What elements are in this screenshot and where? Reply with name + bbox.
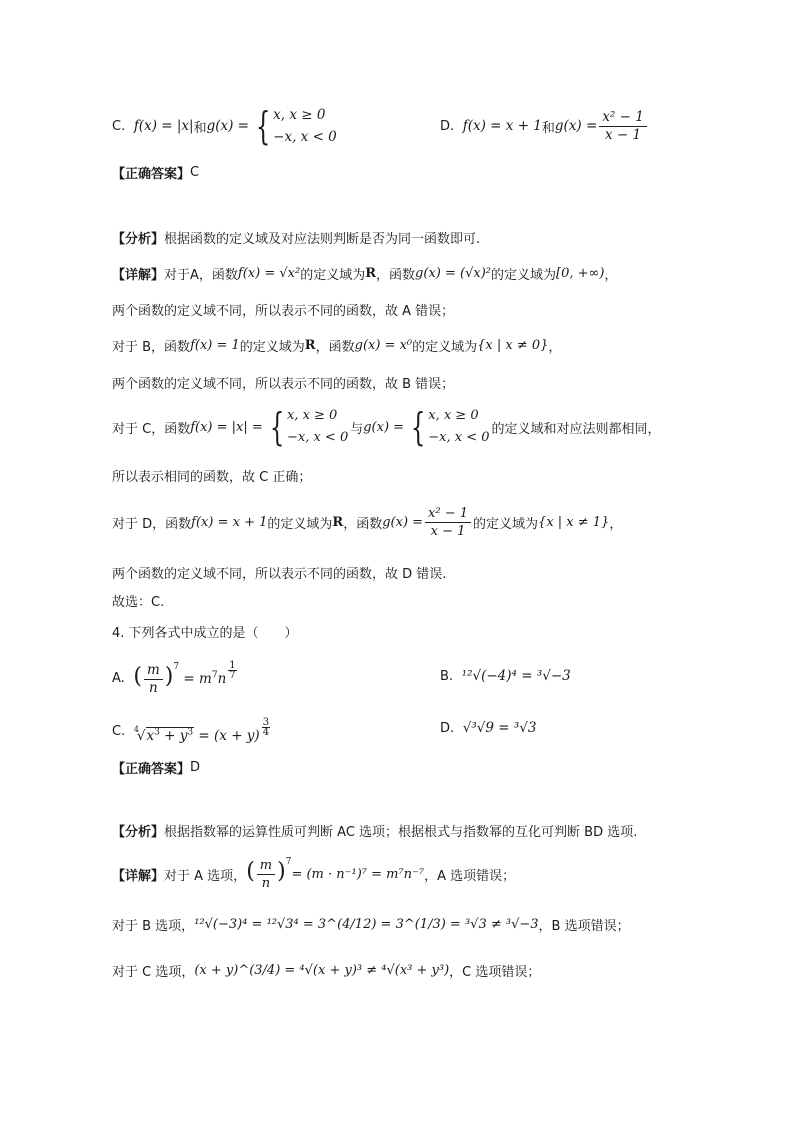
- q4-option-b: [440, 668, 571, 684]
- case-2: −x, x < 0: [428, 430, 490, 445]
- case-2: −x, x < 0: [273, 129, 337, 145]
- q3-line-d-end: 两个函数的定义域不同，所以表示不同的函数，故 D 错误.: [112, 567, 447, 582]
- option-letter: D.: [440, 720, 455, 736]
- set-r: R: [332, 514, 344, 530]
- numerator: x² − 1: [425, 506, 471, 523]
- option-a-math: ( $\frac{m}{n}$ )$^7 = m^7n$ $^{\frac{1}{7}}$: [133, 659, 236, 696]
- domain: [0, +∞): [556, 265, 605, 281]
- piecewise-brace: { x, x ≥ 0 −x, x < 0: [269, 405, 349, 449]
- q3-detail-a: [112, 260, 617, 286]
- math-f: f(x) = x + 1: [191, 514, 268, 530]
- detail-tag: 【详解】: [112, 267, 165, 283]
- q4-detail-c: [112, 956, 540, 984]
- text: ，函数: [343, 516, 383, 532]
- q3-analysis: [112, 228, 480, 247]
- text: 对于 B 选项，: [112, 918, 195, 934]
- text: 的定义域为: [490, 267, 556, 283]
- domain: {x | x ≠ 0}: [477, 337, 549, 353]
- case-1: x, x ≥ 0: [273, 107, 326, 123]
- q3-option-c: [112, 104, 339, 148]
- q3-detail-d: [112, 502, 622, 542]
- text: ，: [609, 516, 623, 532]
- q4-option-a: [112, 656, 239, 700]
- and-text: 和: [193, 120, 207, 136]
- text: 的定义域为: [473, 516, 539, 532]
- option-d-math: √³√9 = ³√3: [462, 720, 537, 736]
- piecewise-brace: { x, x ≥ 0 −x, x < 0: [410, 405, 490, 449]
- option-c-math: $^4√x^3 + y^3 = (x + y)$ $^{\frac{3}{4}}$: [133, 717, 270, 744]
- detail-tag: 【详解】: [112, 868, 165, 884]
- detail-a-math: ( $\frac{m}{n}$ )$^7$: [246, 857, 292, 891]
- analysis-text: 根据函数的定义域及对应法则判断是否为同一函数即可.: [164, 232, 481, 247]
- q3-line-a-end: 两个函数的定义域不同，所以表示不同的函数，故 A 错误；: [112, 304, 455, 319]
- math-g: g(x) =: [363, 419, 405, 435]
- set-r: R: [365, 265, 377, 281]
- set-r: R: [304, 337, 316, 353]
- analysis-text: 根据指数幂的运算性质可判断 AC 选项；根据根式与指数幂的互化可判断 BD 选项.: [164, 825, 638, 840]
- domain: {x | x ≠ 1}: [538, 514, 610, 530]
- q4-option-d: [440, 720, 536, 736]
- math-f: f(x) = 1: [190, 337, 240, 353]
- q3-line-c-end: 所以表示相同的函数，故 C 正确；: [112, 470, 312, 485]
- answer-tag: 【正确答案】: [112, 167, 191, 182]
- text: ，函数: [315, 339, 355, 355]
- q4-detail-b: [112, 910, 630, 938]
- answer-value: D: [190, 760, 201, 775]
- option-letter: C.: [112, 118, 126, 134]
- option-letter: A.: [112, 670, 125, 686]
- text: ，: [548, 339, 562, 355]
- text: 对于 C 选项，: [112, 964, 195, 980]
- detail-b-math: ¹²√(−3)⁴ = ¹²√3⁴ = 3^(4/12) = 3^(1/3) = ³√3 ≠ ³√−3: [194, 916, 539, 932]
- text: 对于 C，函数: [112, 421, 191, 437]
- math-g: g(x) = x⁰: [354, 337, 413, 353]
- q3-option-d: [440, 106, 649, 146]
- and-text: 和: [541, 120, 555, 136]
- q4-detail-a: [112, 852, 515, 896]
- option-d-f: f(x) = x + 1: [462, 118, 542, 134]
- q3-line-b-end: 两个函数的定义域不同，所以表示不同的函数，故 B 错误；: [112, 377, 455, 392]
- option-b-math: ¹²√(−4)⁴ = ³√−3: [461, 668, 571, 684]
- text: ，函数: [376, 267, 416, 283]
- option-letter: D.: [440, 118, 455, 134]
- fraction: [425, 506, 471, 539]
- answer-value: C: [190, 165, 200, 180]
- math-g: g(x) = (√x)²: [415, 265, 491, 281]
- q3-detail-c: [112, 404, 661, 450]
- numerator: x² − 1: [599, 110, 647, 127]
- text: 的定义域为: [239, 339, 305, 355]
- text: 的定义域为: [412, 339, 478, 355]
- q4-answer: [112, 758, 200, 777]
- text: 的定义域为: [267, 516, 333, 532]
- math-f: f(x) = |x| =: [190, 419, 263, 435]
- math-g: g(x) =: [382, 514, 424, 530]
- text: 的定义域为: [300, 267, 366, 283]
- detail-c-math: (x + y)^(3/4) = ⁴√(x + y)³ ≠ ⁴√(x³ + y³): [194, 962, 450, 978]
- denominator: x − 1: [430, 523, 466, 539]
- text: ，: [604, 267, 618, 283]
- text: 对于 B，函数: [112, 339, 191, 355]
- denominator: x − 1: [605, 126, 642, 143]
- option-d-g: g(x) =: [554, 118, 598, 134]
- fraction: [599, 110, 647, 143]
- text: ，B 选项错误；: [538, 918, 630, 934]
- analysis-tag: 【分析】: [112, 232, 165, 247]
- text: 对于 D，函数: [112, 516, 192, 532]
- q4-option-c: [112, 716, 272, 746]
- analysis-tag: 【分析】: [112, 825, 165, 840]
- text: 对于 A 选项，: [164, 868, 247, 884]
- option-c-g: g(x) =: [206, 118, 249, 134]
- text: 与: [350, 421, 364, 437]
- piecewise-brace: { x, x ≥ 0 −x, x < 0: [255, 104, 337, 148]
- text: ，C 选项错误；: [449, 964, 541, 980]
- q3-answer: [112, 163, 199, 182]
- case-2: −x, x < 0: [286, 430, 349, 445]
- text: 对于A，函数: [164, 267, 238, 283]
- option-letter: C.: [112, 723, 126, 739]
- text: 的定义域和对应法则都相同，: [491, 421, 661, 437]
- option-c-f: f(x) = |x|: [133, 118, 194, 134]
- math-f: f(x) = √x²: [237, 265, 301, 281]
- answer-tag: 【正确答案】: [112, 762, 191, 777]
- q4-stem: 4. 下列各式中成立的是（ ）: [112, 626, 298, 641]
- detail-a-rest: = (m · n⁻¹)⁷ = m⁷n⁻⁷: [291, 866, 425, 882]
- q3-choose: 故选：C.: [112, 595, 165, 610]
- case-1: x, x ≥ 0: [286, 408, 338, 423]
- case-1: x, x ≥ 0: [428, 408, 479, 423]
- q4-analysis: [112, 821, 637, 840]
- q3-detail-b: [112, 334, 561, 356]
- option-letter: B.: [440, 668, 454, 684]
- text: ，A 选项错误；: [424, 868, 516, 884]
